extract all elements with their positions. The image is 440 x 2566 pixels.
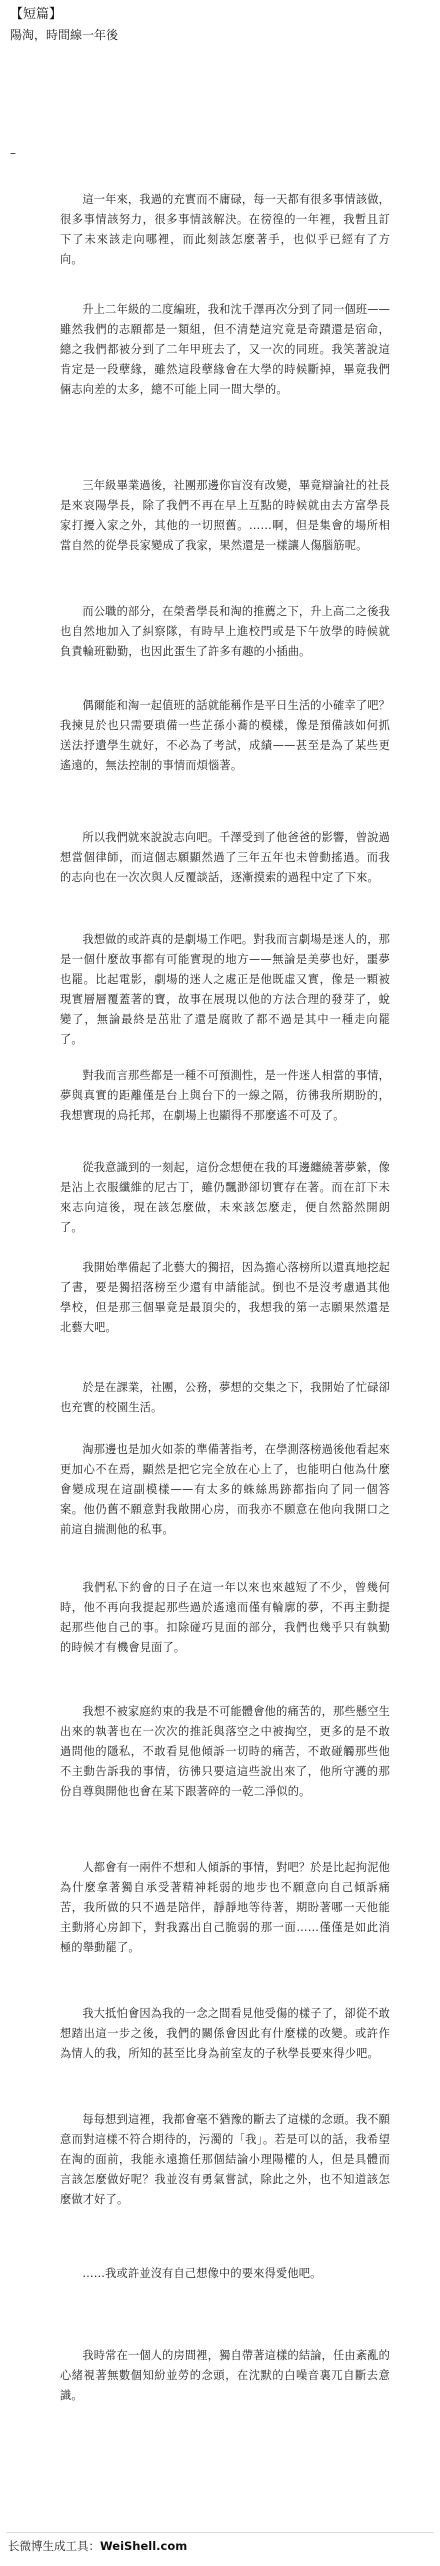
paragraph-text: 偶爾能和淘一起值班的話就能稱作是平日生活的小確幸了吧？我揀見於也只需要瑣備一些芷孫小蕎的模樣，像是預備該如何抓送法抒遺學生就好，不必為了考試，成績——甚至是為了某些更遙遠的，無法控制的事情而煩惱著。 [60,699,390,772]
paragraph-text: 我想不被家庭約束的我是不可能體會他的痛苦的，那些懸空生出來的執著也在一次次的推託與落空之中被掏空，更多的是不敢過問他的隱私，不敢看見他傾訴一切時的痛苦，不敢碰觸那些他不主動告訴我的事情，彷彿只要這這些說出來了，他所守護的那份自尊與開他也會在某下跟著碎的一乾二淨似的。 [60,1705,390,1798]
paragraph [60,190,390,270]
footer [8,2538,187,2554]
paragraph [60,602,390,662]
paragraph-text: 我們私下約會的日子在這一年以來也來越短了不少，曾幾何時，他不再向我提起那些過於遙遠而僅有輪廓的夢，不再主動提起那些他自己的事。扣除碰巧見面的部分，我們也幾乎只有執勤的時候才有機會見面了。 [60,1581,390,1654]
paragraph-text: 於是在課業，社團，公務，夢想的交集之下，我開始了忙碌卻也充實的校園生活。 [60,1381,390,1414]
paragraph [60,1378,390,1418]
paragraph [60,1066,390,1126]
paragraph-text: 我時常在一個人的房間裡，獨自帶著這樣的結論，任由紊亂的心緒視著無數個知紛並勞的念頭，在沈默的白噪音裏兀自斷去意識。 [60,2349,390,2402]
paragraph [60,930,390,1050]
footer-prefix: 长微博生成工具： [8,2539,100,2553]
paragraph [60,2110,390,2210]
paragraph-text: 而公職的部分，在榮耆學長和淘的推薦之下，升上高二之後我也自然地加入了糾察隊，有時早上進校門或是下午放學的時候就負責輪班勸勤，也因此蛋生了許多有趣的小插曲。 [60,605,390,658]
paragraph [60,1440,390,1540]
paragraph [60,696,390,776]
paragraph-text: 所以我們就來說說志向吧。千澤受到了他爸爸的影響，曾說過想當個律師，而這個志願顯然過了三年五年也未曾動搖過。而我的志向也在一次次與人反覆談話，逐漸摸索的過程中定了下來。 [60,831,390,884]
paragraph [60,2004,390,2064]
paragraph-text: 淘那邊也是加火如荼的準備著指考，在學測落榜過後他看起來更加心不在焉，顯然是把它完全放在心上了，也能明白他為什麼會變成現在這副模樣——有太多的蛛絲馬跡都指向了同一個答案。他仍舊不願意對我敞開心房，而我亦不願意在他向我開口之前這自揣測他的私事。 [60,1443,390,1536]
header-subtitle: 陽淘，時間線一年後 [10,28,119,42]
paragraph-text: 我大抵怕會因為我的一念之間看見他受傷的樣子了，卻從不敢想踏出這一步之後，我們的關係會因此有什麼樣的改變。或許作為情人的我，所知的甚至比身為前室友的子秋學長要來得少吧。 [60,2007,390,2060]
paragraph [60,828,390,888]
paragraph [60,1578,390,1658]
paragraph [60,1158,390,1238]
paragraph [60,1258,390,1338]
paragraph-text: 從我意識到的一刻起，這份念想便在我的耳邊纏繞著夢縈，像是沾上衣服纖維的尼古丁，雖仍飄渺卻切實存在著。而在訂下未來志向這後，現在該怎麼做，未來該怎麼走，便自然豁然開朗了。 [60,1161,390,1234]
paragraph [60,300,390,400]
paragraph-text: ……我或許並沒有自己想像中的要來得愛他吧。 [82,2267,322,2280]
paragraph-text: 我想做的或許真的是劇場工作吧。對我而言劇場是迷人的，那是一個什麼故事都有可能實現的地方——無論是美夢也好，噩夢也罷。比起電影，劇場的迷人之處正是他既虛又實，像是一顆被現實層層覆蓋著的寶，故事在展現以他的方法合理的發芽了，蛻變了，無論最終是茁壯了還是腐敗了都不過是其中一種走向罷了。 [60,933,390,1046]
paragraph-text: 對我而言那些都是一種不可預測性，是一件迷人相當的事情，夢與真實的距離僅是台上與台下的一線之隔，彷彿我所期盼的，我想實現的烏托邦，在劇場上也顯得不那麼遙不可及了。 [60,1069,390,1122]
section-dash: – [10,146,16,160]
header-title: 【短篇】 [10,7,63,22]
paragraph-text: 升上二年級的二度編班，我和沈千澤再次分到了同一個班——雖然我們的志願都是一類組，但不清楚這究竟是奇蹟還是宿命，總之我們都被分到了二年甲班去了，又一次的同班。我笑著說這肯定是一段孽緣，雖然這段孽緣會在大學的時候斷掉，畢竟我們倆志向差的太多，總不可能上同一間大學的。 [60,303,390,396]
paragraph-text: 每每想到這裡，我都會毫不猶豫的斷去了這樣的念頭。我不願意而對這樣不符合期待的，污濁的「我」。若是可以的話，我希望在淘的面前，我能永遠擔任那個結論小理陽權的人，但是具體而言該怎麼做好呢？我並沒有勇氣嘗試，除此之外，也不知道該怎麼做才好了。 [60,2113,390,2206]
paragraph-text: 我開始準備起了北藝大的獨招，因為擔心落榜所以還真地挖起了書，要是獨招落榜至少還有申請能試。倒也不是沒考慮過其他學校，但是那三個畢竟是最頂尖的，我想我的第一志願果然還是北藝大吧。 [60,1261,390,1334]
paragraph-text: 這一年來，我過的充實而不庸碌，每一天都有很多事情該做，很多事情該努力，很多事情該解決。在徬徨的一年裡，我暫且訂下了未來該走向哪裡，而此刻該怎麼著手，也似乎已經有了方向。 [60,193,390,266]
paragraph-text: 人都會有一兩件不想和人傾訴的事情，對吧？於是比起拘泥他為什麼拿著獨自承受著精神耗弱的地步也不願意向自己傾訴痛苦，我所做的只不過是陪伴，靜靜地等待著，期盼著哪一天他能主動將心房卸下，對我露出自己脆弱的那一面……僅僅是如此消極的舉動罷了。 [60,1861,390,1954]
footer-divider [6,2532,434,2533]
paragraph [60,2346,390,2406]
paragraph [60,476,390,556]
paragraph [60,1858,390,1958]
paragraph-text: 三年級畢業過後，社團那邊你盲沒有改變，畢竟辯論社的社長是來哀陽學長，除了我們不再在早上互點的時候就由去方富學長家打擾入家之外，其他的一切照舊。……啊，但是集會的場所相當自然的從學長家變成了我家，果然還是一樣讓人傷腦筋呢。 [60,479,390,552]
footer-site-link[interactable]: WeiShell.com [100,2539,188,2553]
paragraph [60,1702,390,1802]
paragraph [60,2264,390,2284]
